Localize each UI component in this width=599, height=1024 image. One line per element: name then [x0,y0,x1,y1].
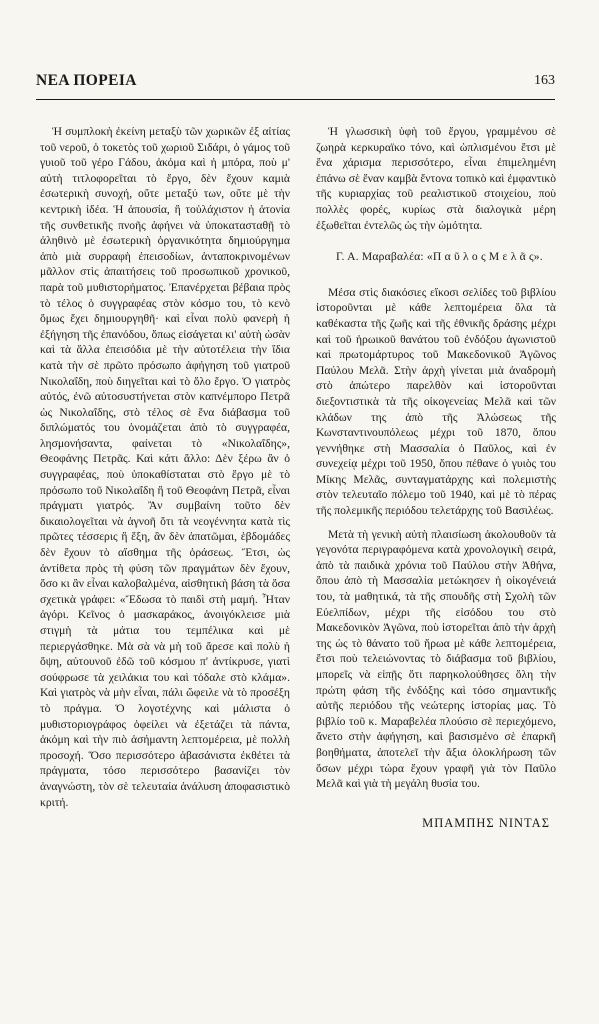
header-rule [36,99,555,100]
right-column [316,124,556,831]
page-header [36,72,555,96]
right-paragraph-2: Μέσα στὶς διακόσιες εἴκοσι σελίδες τοῦ βιβλίου ἱστοροῦνται μὲ κάθε λεπτομέρεια ὅλα τὰ καθέκαστα τῆς ζωῆς καὶ τῆς ἐθνικῆς δράσης μέχρι καὶ τοῦ ἡρωικοῦ θανάτου τοῦ ἐνδόξου ἀγωνιστοῦ καὶ πρωτομάρτυρος τοῦ Μακεδονικοῦ Ἀγῶνος Παύλου Μελᾶ. Στὴν ἀρχὴ γίνεται μιὰ ἀναδρομὴ στὸ ἀπώτερο παρελθὸν καὶ ἱστοροῦνται διεξοντιστικὰ τὰ τῆς οἰκογενείας Μελᾶ καὶ τῶν κλάδων της ἀπὸ τῆς Ἁλώσεως τῆς Κωνσταντινουπόλεως μέχρι τοῦ 1870, ὅπου γεννήθηκε στὴ Μασσαλία ὁ Παῦλος, καὶ ἐν συνεχείᾳ μέχρι τοῦ 1950, ὅπου πέθανε ὁ γυιὸς του Μίκης Μελᾶς, συνταγματάρχης καὶ πολεμιστὴς στὸν τελευταῖο πόλεμο τοῦ 1940, καὶ μὲ τὸ πέρας τῆς πολεμικῆς περιόδου τελετάρχης τοῦ Βασιλέως. [316,285,556,518]
left-column [40,124,290,810]
left-paragraph-1: Ἡ συμπλοκὴ ἐκείνη μεταξὺ τῶν χωρικῶν ἐξ αἰτίας τοῦ νεροῦ, ὁ τοκετὸς τοῦ χωριοῦ Σιδάρι, ὁ γάμος τοῦ γυιοῦ τοῦ γέρο Γάδου, ἀκόμα καὶ ἡ μπόρα, ποὺ μ' αὐτὴ τιτλοφορεῖται τὸ ἔργο, δὲν ἔχουν καμιὰ ἐσωτερικὴ συνοχή, οὔτε μεταξύ των, οὔτε μὲ τὴν κεντρικὴ ἰδέα. Ἡ ἀπουσία, ἢ τοὐλάχιστον ἡ ἀτονία τῆς συνθετικῆς πνοῆς ἀφήνει νὰ ὑποκατασταθῇ τὸ ἀληθινὸ μὲ ἐσωτερικὴ ὀργανικότητα δημιούργημα ἀπὸ μιὰ συρραφὴ ἐπεισοδίων, ἀνταποκρινομένων μᾶλλον στὶς ἀπαιτήσεις τοῦ προσωπικοῦ χρονικοῦ, παρὰ τοῦ μυθιστορήματος. Ἐπανέρχεται βέβαια πρὸς τὸ τέλος ὁ συγγραφέας στὸν κόσμο του, τὸ κενὸ ὅμως ἔχει δημιουργηθῆ· καὶ εἶναι πολὺ φανερὴ ἡ ἐξήγηση τῆς ἐπανόδου, ὅπως εἰσάγεται κι' αὐτὴ ὡσὰν καὶ τὰ ἄλλα ἐπεισόδια μὲ τὴν αὐτοτέλεια τὴν ἴδια κατὰ τὴν σὲ πρῶτο πρόσωπο ἀφήγηση τοῦ γιατροῦ Νικολαΐδη, ποὺ διηγεῖται καὶ τὸ ὅλο ἔργο. Ὁ γιατρὸς αὐτός, ἐνῶ αὐτοσυστήνεται στὸν καπνέμπορο Πετρᾶ ὡς Νικολαΐδης, στὸ τέλος σὲ ἕνα διάβασμα τοῦ διπλώματός του ὀνομάζεται ἀπὸ τὸ συγγραφέα, λησμονήσαντα, φαίνεται τὸ «Νικολαΐδης», Θεοφάνης Πετρᾶς. Καὶ κάτι ἄλλο: Δὲν ξέρω ἂν ὁ συγγραφέας, ποὺ ὑποκαθίσταται στὸ ἔργο μὲ τὸ πρόσωπο τοῦ Νικολαΐδη ἢ τοῦ Θεοφάνη Πετρᾶ, εἶναι πράγματι γιατρός. Ἂν συμβαίνη τοῦτο δὲν δικαιολογεῖται νὰ ἀγνοῆ ὅτι τὰ νεογέννητα κατὰ τὶς πρῶτες τέσσερις ἢ ἔξη, ἂν δὲν ἀπατῶμαι, ἑβδομάδες δὲν ἔχουν τὸ αἴσθημα τῆς ὁράσεως. Ἔτσι, ὡς ἀντίθετα πρὸς τὴ φύση τῶν πραγμάτων δὲν ἔχουν, ὅσο κι ἂν εἶναι καλοβαλμένα, αἰσθητικὴ βάση τὰ ὅσα σχετικὰ γράφει: «Ἔδωσα τὸ παιδὶ στὴ μαμή. Ἦταν ἀγόρι. Κεῖνος ὁ μασκαράκος, ἀνοιγόκλεισε μιὰ στιγμὴ τὰ μάτια του τεμπέλικα καὶ μὲ περιεργάσθηκε. Μὰ σὰ νὰ μὴ τοῦ ἄρεσε καὶ πολὺ ἡ ὄψη, αὐτουνοῦ ἐδῶ τοῦ κόσμου π' ἀντίκρυσε, γιατὶ σούφρωσε τὰ χειλάκια του καὶ τόδαλε στὸ κλάμα». Καὶ γιατρὸς νὰ μὴν εἶναι, πάλι ὤφειλε νὰ τὸ προσέξη τὸ πράγμα. Ὁ λογοτέχνης καὶ μάλιστα ὁ μυθιστοριογράφος ὀφείλει νὰ ἐξετάζει τὰ πάντα, ἀκόμη καὶ τὴν πιὸ ἀσήμαντη λεπτομέρεια, μὲ πολλὴ προσοχή. Ὅσο περισσότερο ἀβασάνιστα ἐκθέτει τὰ πράγματα, τόσο περισσότερο βασανίζει τὸν ἀναγνώστη, τὸν σὲ τελευταία ἀνάλυση ἀποφασιστικὸ κριτή. [40,125,290,809]
right-paragraph-3: Μετὰ τὴ γενικὴ αὐτὴ πλαισίωση ἀκολουθοῦν τὰ γεγονότα περιγραφόμενα κατὰ χρονολογικὴ σειρά, ἀπὸ τὰ παιδικὰ χρόνια τοῦ Παύλου στὴν Ἀθήνα, ὅπου ἀπὸ τὴ Μασσαλία μετώκησεν ἡ οἰκογένειά του, τὰ μαθητικά, τὰ τῆς σπουδῆς στὴ Σχολὴ τῶν Εὐελπίδων, μέχρι τῆς εἰσόδου του στὸ Μακεδονικὸν Ἀγῶνα, ποὺ ἱστορεῖται ἀπὸ τὴν ἀρχὴ της ὡς τὸ θάνατο τοῦ ἥρωα μὲ κάθε λεπτομέρεια, ἔτσι ποὺ τελειώνοντας τὸ διάβασμα τοῦ βιβλίου, μπορεῖς νὰ εἰπῇς ὅτι παρηκολούθησες ὅλη τὴν πρώτη φάση τῆς ἐνδόξης καὶ τόσο σημαντικῆς αὐτῆς περιόδου τῆς νεώτερης ἱστορίας μας. Τὸ βιβλίο τοῦ κ. Μαραβελέα πλούσιο σὲ περιεχόμενο, ἄνετο στὴν ἀφήγηση, καὶ βασισμένο σὲ ἐπαρκῆ βοηθήματα, ἀποτελεῖ τὴν ἄξια ὁλοκλήρωση τῶν ὅσων μέχρι τώρα ἔχουν γραφῆ γιὰ τὸν Παῦλο Μελᾶ καὶ γιὰ τὴ μεγάλη θυσία του. [316,527,556,791]
right-paragraph-1: Ἡ γλωσσικὴ ὑφὴ τοῦ ἔργου, γραμμένου σὲ ζωηρὰ κερκυραϊκο τόνο, καὶ ὡπλισμένου ἔτσι μὲ ἕνα χάρισμα περισσότερο, εἶναι ἐπιμελημένη ἐπάνω σὲ ἕναν καμβὰ ἔντονα τοπικὸ καὶ ἐμφαντικὸ τῆς κυριαρχίας τοῦ ρεαλιστικοῦ στοιχείου, ποὺ πολλὲς φορές, κυρίως στὰ διαλογικὰ μέρη ἐξωθεῖται ἐντελῶς ὡς τὴν ὠμότητα. [316,125,556,232]
book-reference: Γ. Α. Μαραβαλέα: «Π α ῦ λ ο ς Μ ε λ ᾶ ς». [336,250,543,264]
author-signature: ΜΠΑΜΠΗΣ ΝΙΝΤΑΣ [422,815,550,830]
page-number: 163 [534,73,555,88]
journal-title: ΝΕΑ ΠΟΡΕΙΑ [36,72,137,89]
